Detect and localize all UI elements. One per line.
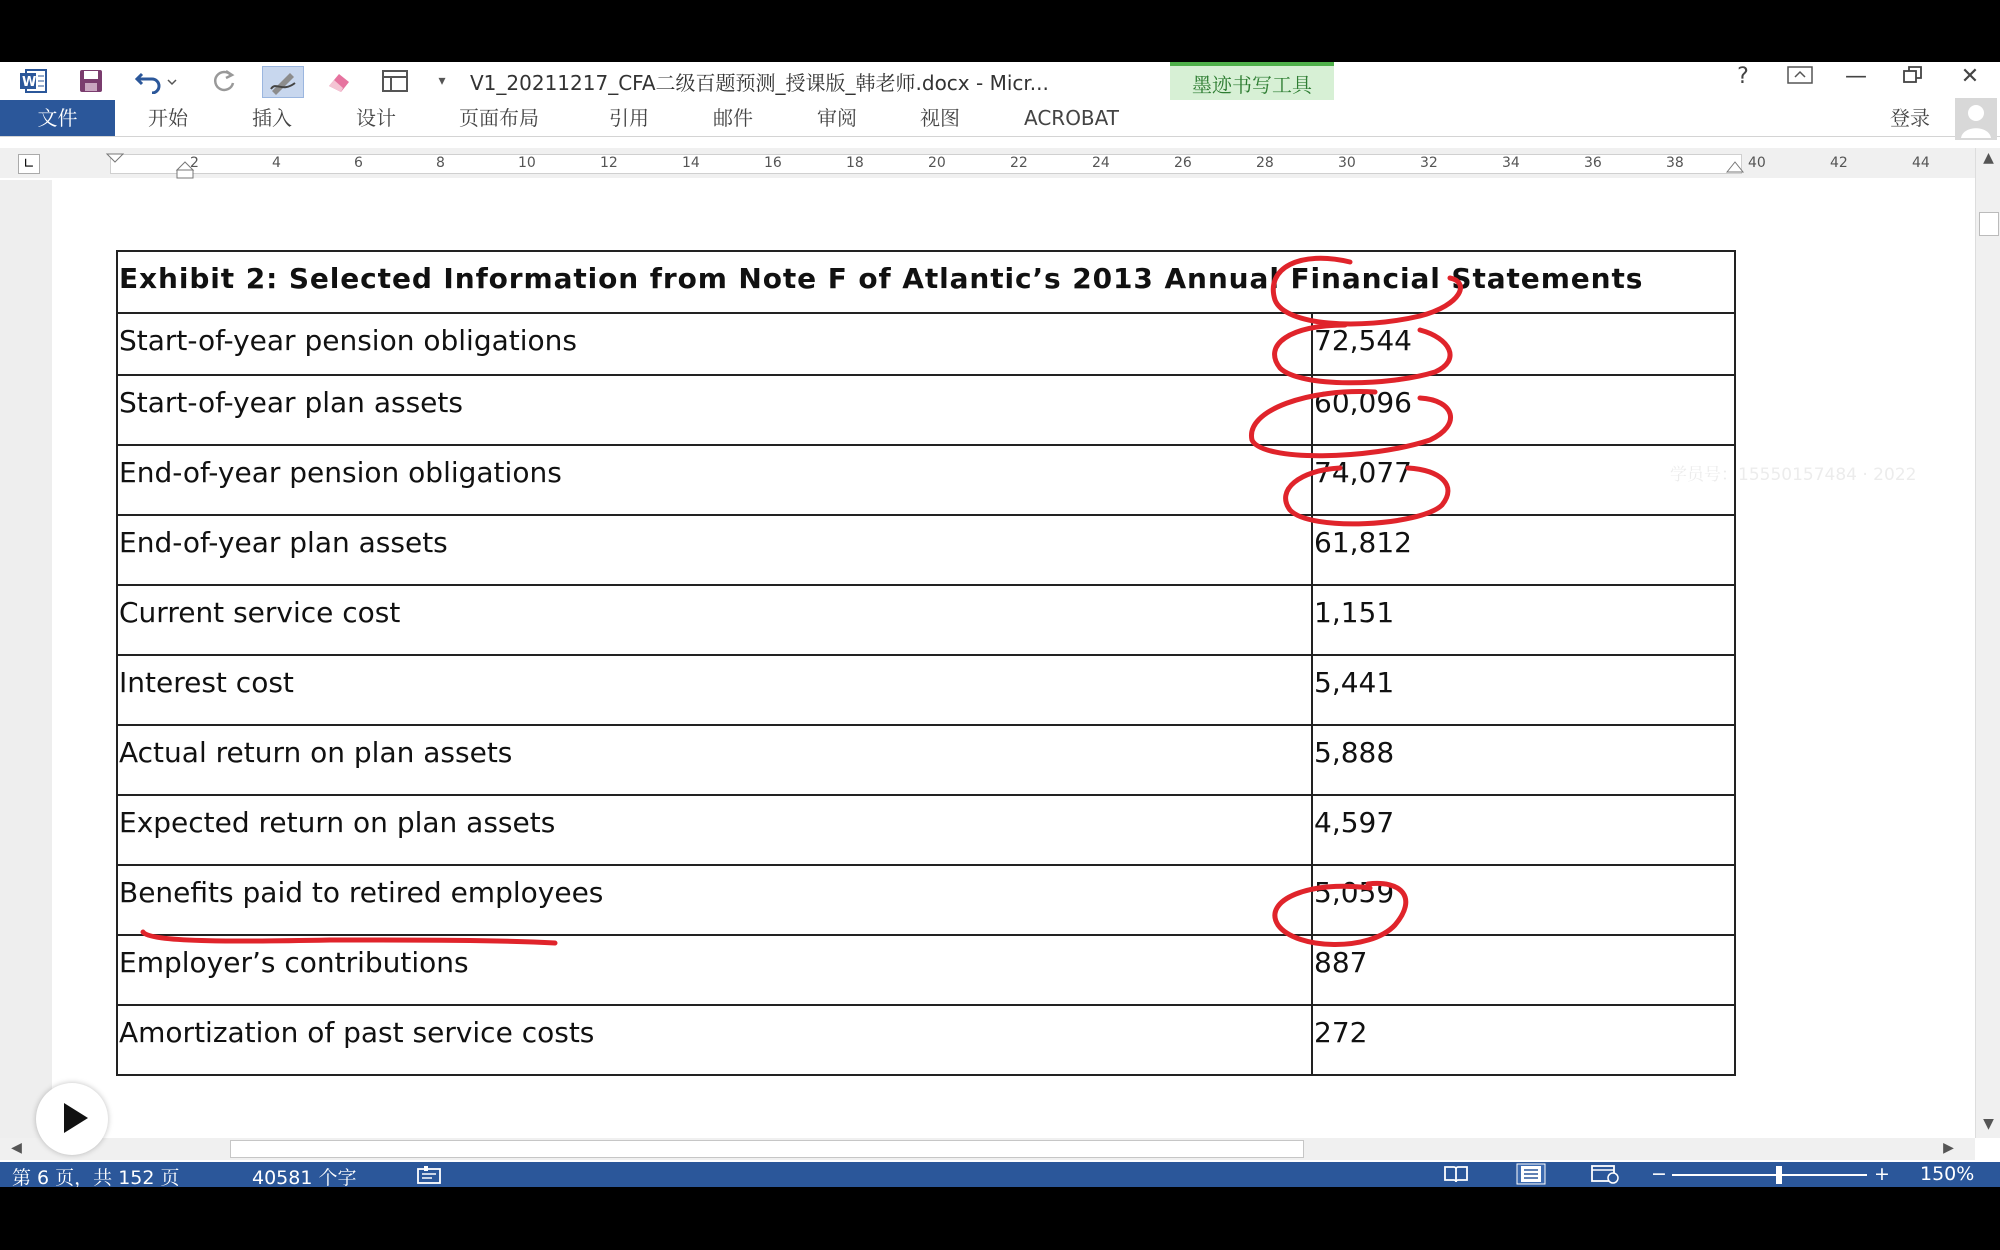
minimize-button[interactable]: — [1845, 64, 1867, 89]
ribbon-display-options-button[interactable] [1780, 64, 1820, 92]
document-title: V1_20211217_CFA二级百题预测_授课版_韩老师.docx - Micr... [470, 71, 1049, 95]
tab-references[interactable]: 引用 [609, 106, 649, 130]
row-value: 5,888 [1312, 725, 1735, 795]
proofing-icon[interactable] [416, 1165, 442, 1187]
row-label: Amortization of past service costs [117, 1005, 1312, 1075]
ruler-tick-label: 16 [764, 155, 782, 171]
page-count[interactable]: 第 6 页，共 152 页 [12, 1167, 180, 1187]
right-indent-icon[interactable] [1724, 160, 1746, 174]
ruler-tick-label: 38 [1666, 155, 1684, 171]
watermark: 学员号：15550157484 · 2022 [1670, 465, 1917, 485]
row-value: 72,544 [1312, 313, 1735, 375]
indent-marker-icon[interactable] [104, 152, 126, 178]
ruler-tick-label: 24 [1092, 155, 1110, 171]
tab-selector[interactable]: ∟ [18, 154, 40, 174]
title-bar [0, 62, 2000, 100]
tab-design[interactable]: 设计 [356, 106, 396, 130]
play-button[interactable] [36, 1083, 108, 1155]
vertical-scrollbar[interactable] [1975, 148, 2000, 1138]
ribbon-tabs [0, 100, 2000, 137]
scroll-right-icon[interactable]: ▶ [1943, 1140, 1954, 1156]
row-label: Benefits paid to retired employees [117, 865, 1312, 935]
row-label: End-of-year plan assets [117, 515, 1312, 585]
row-value: 61,812 [1312, 515, 1735, 585]
restore-window-icon [1902, 64, 1924, 86]
zoom-slider-track[interactable] [1672, 1174, 1867, 1176]
word-count[interactable]: 40581 个字 [252, 1167, 357, 1187]
row-label: Current service cost [117, 585, 1312, 655]
ruler-tick-label: 22 [1010, 155, 1028, 171]
row-value: 272 [1312, 1005, 1735, 1075]
ruler-tick-label: 2 [190, 155, 199, 171]
row-value: 74,077 [1312, 445, 1735, 515]
redo-icon[interactable] [208, 66, 242, 96]
row-value: 5,059 [1312, 865, 1735, 935]
zoom-level[interactable]: 150% [1920, 1163, 1975, 1185]
row-label: End-of-year pension obligations [117, 445, 1312, 515]
table-row [117, 655, 1735, 725]
row-label: Expected return on plan assets [117, 795, 1312, 865]
horizontal-ruler[interactable] [0, 148, 2000, 178]
tab-file[interactable]: 文件 [0, 100, 115, 136]
ruler-tick-label: 12 [600, 155, 618, 171]
close-button[interactable]: ✕ [1960, 64, 1980, 89]
table-row [117, 795, 1735, 865]
print-layout-icon[interactable] [1516, 1163, 1546, 1187]
zoom-in-button[interactable]: + [1874, 1163, 1890, 1185]
ruler-tick-label: 42 [1830, 155, 1848, 171]
ruler-tick-label: 44 [1912, 155, 1930, 171]
table-row [117, 935, 1735, 1005]
ruler-tick-label: 6 [354, 155, 363, 171]
ribbon-display-icon [1786, 64, 1814, 86]
tab-home[interactable]: 开始 [148, 106, 188, 130]
ruler-tick-label: 26 [1174, 155, 1192, 171]
ruler-tick-label: 10 [518, 155, 536, 171]
ruler-tick-label: 14 [682, 155, 700, 171]
ruler-tick-label: 30 [1338, 155, 1356, 171]
table-row [117, 725, 1735, 795]
play-icon [64, 1103, 88, 1133]
row-label: Employer’s contributions [117, 935, 1312, 1005]
tab-page-layout[interactable]: 页面布局 [459, 106, 539, 130]
help-button[interactable]: ? [1737, 64, 1749, 89]
scroll-down-icon[interactable]: ▼ [1983, 1116, 1994, 1132]
row-value: 4,597 [1312, 795, 1735, 865]
avatar[interactable] [1955, 98, 1997, 140]
zoom-out-button[interactable]: − [1651, 1163, 1667, 1185]
table-row [117, 1005, 1735, 1075]
table-row [117, 445, 1735, 515]
status-bar [0, 1162, 2000, 1187]
left-margin-area [0, 180, 52, 1138]
table-row [117, 515, 1735, 585]
tab-mailings[interactable]: 邮件 [713, 106, 753, 130]
tab-view[interactable]: 视图 [920, 106, 960, 130]
ruler-tick-label: 4 [272, 155, 281, 171]
maximize-button[interactable] [1893, 64, 1933, 92]
row-value: 5,441 [1312, 655, 1735, 725]
table-row [117, 865, 1735, 935]
ink-tools-title: 墨迹书写工具 [1192, 73, 1312, 97]
horizontal-scroll-thumb[interactable] [230, 1140, 1304, 1158]
table-row [117, 375, 1735, 445]
svg-text:W: W [22, 75, 37, 90]
sign-in-link[interactable]: 登录 [1890, 106, 1930, 130]
layout-view-icon[interactable] [378, 66, 412, 96]
read-mode-icon[interactable] [1442, 1164, 1470, 1187]
pen-draw-icon[interactable] [262, 66, 304, 98]
ruler-tick-label: 34 [1502, 155, 1520, 171]
vertical-scroll-thumb[interactable] [1979, 212, 1999, 236]
ruler-tick-label: 20 [928, 155, 946, 171]
eraser-icon[interactable] [322, 66, 356, 96]
horizontal-scrollbar[interactable] [0, 1138, 1975, 1160]
user-icon [1955, 98, 1997, 140]
row-label: Interest cost [117, 655, 1312, 725]
table-row [117, 313, 1735, 375]
tab-acrobat[interactable]: ACROBAT [1024, 106, 1119, 130]
undo-icon[interactable] [132, 66, 184, 96]
tab-insert[interactable]: 插入 [252, 106, 292, 130]
scroll-up-icon[interactable]: ▲ [1983, 150, 1994, 166]
ruler-tick-label: 8 [436, 155, 445, 171]
document-page[interactable] [0, 180, 1975, 1138]
word-app-icon [16, 66, 50, 96]
table-row [117, 585, 1735, 655]
scroll-left-icon[interactable]: ◀ [11, 1140, 22, 1156]
row-label: Actual return on plan assets [117, 725, 1312, 795]
customize-qat-icon[interactable]: ▾ [438, 73, 446, 89]
row-label: Start-of-year pension obligations [117, 313, 1312, 375]
web-layout-icon[interactable] [1590, 1164, 1620, 1187]
tab-review[interactable]: 审阅 [817, 106, 857, 130]
ruler-tick-label: 32 [1420, 155, 1438, 171]
exhibit-title: Exhibit 2: Selected Information from Note F of Atlantic’s 2013 Annual Financial Statements [117, 251, 1735, 313]
word-window [0, 62, 2000, 1187]
exhibit-table [116, 250, 1736, 1076]
ruler-tick-label: 36 [1584, 155, 1602, 171]
row-value: 1,151 [1312, 585, 1735, 655]
hanging-indent-icon[interactable] [174, 160, 196, 180]
row-value: 60,096 [1312, 375, 1735, 445]
row-label: Start-of-year plan assets [117, 375, 1312, 445]
save-icon[interactable] [74, 66, 108, 96]
ruler-tick-label: 40 [1748, 155, 1766, 171]
ruler-tick-label: 18 [846, 155, 864, 171]
zoom-slider-thumb[interactable] [1776, 1166, 1782, 1184]
row-value: 887 [1312, 935, 1735, 1005]
ruler-tick-label: 28 [1256, 155, 1274, 171]
